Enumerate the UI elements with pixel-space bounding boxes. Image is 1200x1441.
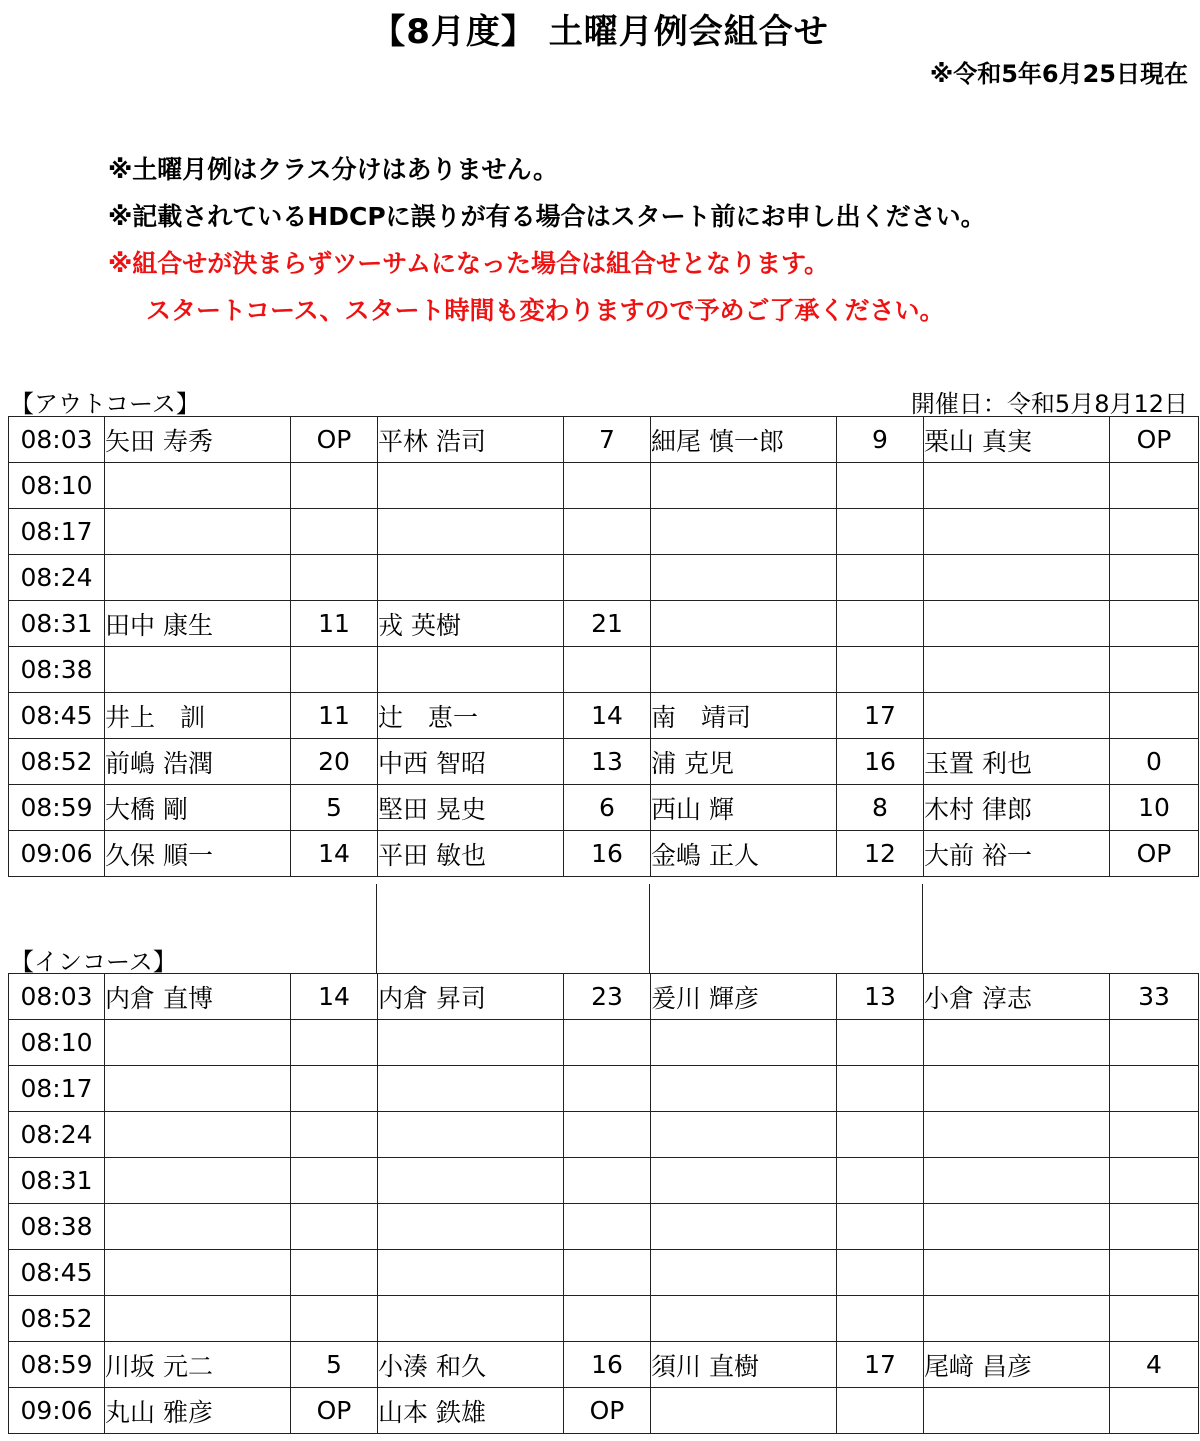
player-name xyxy=(378,1020,564,1066)
hdcp-value: 16 xyxy=(564,1342,651,1388)
event-date: 開催日：令和5月8月12日 xyxy=(910,390,1188,418)
player-name xyxy=(105,647,291,693)
hdcp-value xyxy=(1110,1066,1199,1112)
hdcp-value xyxy=(1110,1158,1199,1204)
player-name xyxy=(651,463,837,509)
pairing-row xyxy=(9,601,1199,647)
player-name xyxy=(378,1296,564,1342)
start-time: 08:45 xyxy=(9,693,105,739)
pairing-row xyxy=(9,1158,1199,1204)
hdcp-value xyxy=(291,463,378,509)
player-name: 平林 浩司 xyxy=(378,417,564,463)
hdcp-value: 14 xyxy=(291,974,378,1020)
hdcp-value xyxy=(1110,1112,1199,1158)
player-name xyxy=(105,555,291,601)
hdcp-value: 7 xyxy=(564,417,651,463)
hdcp-value xyxy=(291,1020,378,1066)
hdcp-value xyxy=(564,555,651,601)
out-course-table xyxy=(8,416,1199,877)
start-time: 08:10 xyxy=(9,463,105,509)
player-name xyxy=(651,1204,837,1250)
hdcp-value xyxy=(1110,601,1199,647)
player-name xyxy=(651,601,837,647)
player-name xyxy=(378,509,564,555)
hdcp-value: 11 xyxy=(291,601,378,647)
hdcp-value xyxy=(1110,555,1199,601)
pairing-row xyxy=(9,1020,1199,1066)
pairing-row xyxy=(9,785,1199,831)
hdcp-value: 6 xyxy=(564,785,651,831)
hdcp-value xyxy=(1110,1296,1199,1342)
note-hdcp: ※記載されているHDCPに誤りが有る場合はスタート前にお申し出ください。 xyxy=(108,202,986,231)
spacer-cell xyxy=(376,884,650,973)
hdcp-value xyxy=(564,1250,651,1296)
player-name: 田中 康生 xyxy=(105,601,291,647)
pairing-row xyxy=(9,647,1199,693)
player-name xyxy=(924,555,1110,601)
spacer-cell xyxy=(922,884,923,973)
player-name xyxy=(651,1066,837,1112)
player-name: 辻 恵一 xyxy=(378,693,564,739)
as-of-date: ※令和5年6月25日現在 xyxy=(929,60,1188,88)
hdcp-value: 8 xyxy=(837,785,924,831)
player-name: 栗山 真実 xyxy=(924,417,1110,463)
player-name xyxy=(378,1066,564,1112)
player-name xyxy=(651,555,837,601)
player-name: 川坂 元二 xyxy=(105,1342,291,1388)
player-name: 堅田 晃史 xyxy=(378,785,564,831)
out-course-label: 【アウトコース】 xyxy=(10,390,200,418)
start-time: 09:06 xyxy=(9,1388,105,1434)
hdcp-value xyxy=(837,1250,924,1296)
player-name: 木村 律郎 xyxy=(924,785,1110,831)
hdcp-value: 33 xyxy=(1110,974,1199,1020)
start-time: 08:10 xyxy=(9,1020,105,1066)
hdcp-value: 13 xyxy=(837,974,924,1020)
player-name: 南 靖司 xyxy=(651,693,837,739)
player-name: 久保 順一 xyxy=(105,831,291,877)
hdcp-value: 11 xyxy=(291,693,378,739)
hdcp-value: 0 xyxy=(1110,739,1199,785)
player-name xyxy=(924,1158,1110,1204)
hdcp-value xyxy=(837,1204,924,1250)
start-time: 08:38 xyxy=(9,1204,105,1250)
hdcp-value: OP xyxy=(291,417,378,463)
start-time: 08:52 xyxy=(9,739,105,785)
note-start-change: スタートコース、スタート時間も変わりますので予めご了承ください。 xyxy=(146,296,945,325)
player-name xyxy=(651,1296,837,1342)
player-name xyxy=(651,1112,837,1158)
pairing-row xyxy=(9,1250,1199,1296)
pairing-row xyxy=(9,1204,1199,1250)
player-name: 内倉 昇司 xyxy=(378,974,564,1020)
start-time: 08:31 xyxy=(9,1158,105,1204)
player-name: 丸山 雅彦 xyxy=(105,1388,291,1434)
start-time: 08:24 xyxy=(9,1112,105,1158)
pairing-row xyxy=(9,1066,1199,1112)
start-time: 08:17 xyxy=(9,1066,105,1112)
player-name xyxy=(651,1020,837,1066)
player-name: 尾﨑 昌彦 xyxy=(924,1342,1110,1388)
player-name: 小湊 和久 xyxy=(378,1342,564,1388)
hdcp-value: 20 xyxy=(291,739,378,785)
pairing-row xyxy=(9,509,1199,555)
player-name xyxy=(924,1296,1110,1342)
hdcp-value xyxy=(837,1296,924,1342)
player-name: 平田 敏也 xyxy=(378,831,564,877)
note-twosome: ※組合せが決まらずツーサムになった場合は組合せとなります。 xyxy=(108,249,830,278)
hdcp-value: 14 xyxy=(291,831,378,877)
player-name: 大橋 剛 xyxy=(105,785,291,831)
hdcp-value xyxy=(1110,1204,1199,1250)
player-name: 内倉 直博 xyxy=(105,974,291,1020)
hdcp-value xyxy=(564,509,651,555)
player-name xyxy=(378,647,564,693)
player-name xyxy=(105,1020,291,1066)
start-time: 08:45 xyxy=(9,1250,105,1296)
player-name: 山本 鉄雄 xyxy=(378,1388,564,1434)
start-time: 08:52 xyxy=(9,1296,105,1342)
player-name xyxy=(924,1112,1110,1158)
start-time: 08:38 xyxy=(9,647,105,693)
hdcp-value xyxy=(291,1296,378,1342)
hdcp-value xyxy=(291,509,378,555)
hdcp-value xyxy=(837,1112,924,1158)
player-name xyxy=(651,647,837,693)
pairing-row xyxy=(9,1296,1199,1342)
hdcp-value xyxy=(291,647,378,693)
player-name: 玉置 利也 xyxy=(924,739,1110,785)
hdcp-value xyxy=(1110,1388,1199,1434)
hdcp-value xyxy=(564,1296,651,1342)
player-name xyxy=(105,1066,291,1112)
pairing-row xyxy=(9,1388,1199,1434)
hdcp-value xyxy=(1110,693,1199,739)
start-time: 08:59 xyxy=(9,1342,105,1388)
player-name xyxy=(105,463,291,509)
hdcp-value xyxy=(291,1158,378,1204)
hdcp-value xyxy=(564,1158,651,1204)
start-time: 08:03 xyxy=(9,417,105,463)
player-name xyxy=(924,463,1110,509)
hdcp-value xyxy=(564,1020,651,1066)
player-name xyxy=(105,1250,291,1296)
in-course-label: 【インコース】 xyxy=(10,948,177,976)
start-time: 08:03 xyxy=(9,974,105,1020)
hdcp-value xyxy=(837,555,924,601)
pairing-row xyxy=(9,1342,1199,1388)
hdcp-value: 12 xyxy=(837,831,924,877)
player-name: 須川 直樹 xyxy=(651,1342,837,1388)
pairing-row xyxy=(9,831,1199,877)
player-name: 金嶋 正人 xyxy=(651,831,837,877)
player-name xyxy=(378,1204,564,1250)
notes-block xyxy=(108,146,986,334)
pairing-row xyxy=(9,463,1199,509)
hdcp-value xyxy=(291,1112,378,1158)
hdcp-value xyxy=(1110,463,1199,509)
start-time: 09:06 xyxy=(9,831,105,877)
start-time: 08:24 xyxy=(9,555,105,601)
pairing-row xyxy=(9,739,1199,785)
player-name xyxy=(378,1158,564,1204)
hdcp-value xyxy=(291,1204,378,1250)
player-name xyxy=(924,509,1110,555)
hdcp-value xyxy=(1110,1020,1199,1066)
player-name xyxy=(378,463,564,509)
player-name: 中西 智昭 xyxy=(378,739,564,785)
hdcp-value: 17 xyxy=(837,1342,924,1388)
in-course-table xyxy=(8,973,1199,1434)
player-name xyxy=(924,1204,1110,1250)
player-name xyxy=(651,1250,837,1296)
hdcp-value: 4 xyxy=(1110,1342,1199,1388)
pairing-row xyxy=(9,693,1199,739)
hdcp-value xyxy=(291,555,378,601)
hdcp-value xyxy=(291,1250,378,1296)
hdcp-value xyxy=(1110,647,1199,693)
player-name: 西山 輝 xyxy=(651,785,837,831)
player-name xyxy=(105,1112,291,1158)
player-name xyxy=(105,1158,291,1204)
hdcp-value: 21 xyxy=(564,601,651,647)
note-no-class: ※土曜月例はクラス分けはありません。 xyxy=(108,155,559,184)
hdcp-value: 16 xyxy=(564,831,651,877)
player-name: 井上 訓 xyxy=(105,693,291,739)
start-time: 08:17 xyxy=(9,509,105,555)
player-name xyxy=(924,647,1110,693)
hdcp-value: 5 xyxy=(291,1342,378,1388)
pairing-row xyxy=(9,974,1199,1020)
hdcp-value xyxy=(837,1388,924,1434)
hdcp-value: 14 xyxy=(564,693,651,739)
player-name: 浦 克児 xyxy=(651,739,837,785)
hdcp-value xyxy=(564,1066,651,1112)
hdcp-value xyxy=(564,1112,651,1158)
pairing-row xyxy=(9,1112,1199,1158)
hdcp-value xyxy=(1110,1250,1199,1296)
player-name xyxy=(378,1112,564,1158)
page-title: 【8月度】 土曜月例会組合せ xyxy=(371,12,829,52)
hdcp-value: OP xyxy=(1110,417,1199,463)
player-name: 爰川 輝彦 xyxy=(651,974,837,1020)
hdcp-value: OP xyxy=(564,1388,651,1434)
hdcp-value xyxy=(837,601,924,647)
hdcp-value xyxy=(564,1204,651,1250)
player-name: 矢田 寿秀 xyxy=(105,417,291,463)
hdcp-value: 23 xyxy=(564,974,651,1020)
player-name: 大前 裕一 xyxy=(924,831,1110,877)
player-name: 細尾 慎一郎 xyxy=(651,417,837,463)
start-time: 08:59 xyxy=(9,785,105,831)
player-name: 前嶋 浩潤 xyxy=(105,739,291,785)
hdcp-value: 16 xyxy=(837,739,924,785)
player-name xyxy=(651,1158,837,1204)
start-time: 08:31 xyxy=(9,601,105,647)
hdcp-value: 5 xyxy=(291,785,378,831)
pairing-row xyxy=(9,555,1199,601)
player-name xyxy=(924,1066,1110,1112)
player-name: 小倉 淳志 xyxy=(924,974,1110,1020)
player-name xyxy=(651,509,837,555)
hdcp-value xyxy=(837,647,924,693)
hdcp-value xyxy=(837,1158,924,1204)
hdcp-value xyxy=(837,1066,924,1112)
hdcp-value: OP xyxy=(1110,831,1199,877)
hdcp-value xyxy=(837,509,924,555)
hdcp-value xyxy=(837,463,924,509)
hdcp-value: 17 xyxy=(837,693,924,739)
hdcp-value: 13 xyxy=(564,739,651,785)
player-name xyxy=(924,601,1110,647)
player-name xyxy=(924,693,1110,739)
hdcp-value: 10 xyxy=(1110,785,1199,831)
hdcp-value xyxy=(564,463,651,509)
player-name xyxy=(105,1204,291,1250)
hdcp-value xyxy=(1110,509,1199,555)
player-name: 戎 英樹 xyxy=(378,601,564,647)
hdcp-value xyxy=(291,1066,378,1112)
hdcp-value xyxy=(837,1020,924,1066)
player-name xyxy=(924,1388,1110,1434)
player-name xyxy=(378,555,564,601)
player-name xyxy=(924,1020,1110,1066)
pairing-row xyxy=(9,417,1199,463)
player-name xyxy=(105,1296,291,1342)
hdcp-value: 9 xyxy=(837,417,924,463)
player-name xyxy=(651,1388,837,1434)
player-name xyxy=(105,509,291,555)
player-name xyxy=(378,1250,564,1296)
hdcp-value xyxy=(564,647,651,693)
hdcp-value: OP xyxy=(291,1388,378,1434)
player-name xyxy=(924,1250,1110,1296)
